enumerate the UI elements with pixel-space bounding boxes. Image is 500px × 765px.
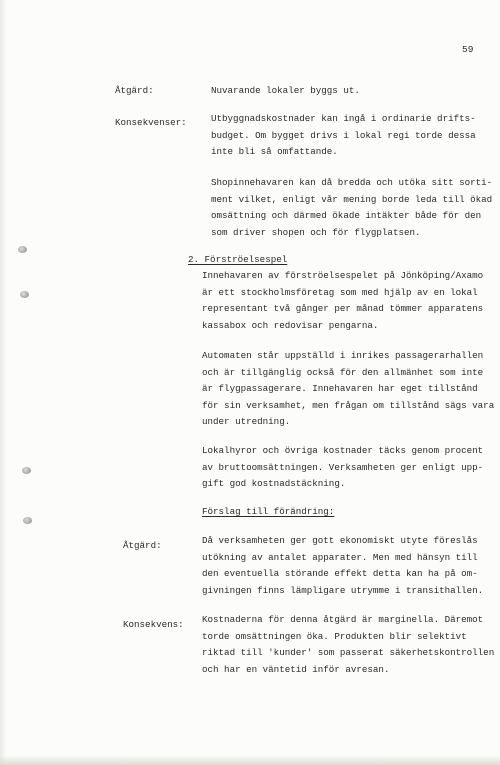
paper-bottom-edge (0, 755, 500, 765)
text-line: kassabox och redovisar pengarna. (202, 319, 379, 331)
binder-hole-1 (18, 246, 27, 253)
binder-hole-2 (20, 291, 29, 298)
text-line: av bruttoomsättningen. Verksamheten ger enligt upp- (202, 461, 484, 473)
text-line: Utbyggnadskostnader kan ingå i ordinarie drifts- (211, 113, 476, 124)
text-line: under utredning. (202, 416, 291, 427)
konsekvenser-paragraph-2 (211, 175, 492, 241)
page-number: 59 (462, 44, 474, 55)
text-line: representant två gånger per månad tömmer apparatens (202, 303, 484, 314)
text-line: Shopinnehavaren kan då bredda och utöka sitt sorti- (211, 177, 493, 188)
text-line: är flygpassagerare. Innehavaren har eget tillstånd (202, 383, 478, 394)
konsekvenser-label: Konsekvenser: (115, 117, 187, 128)
text-line: budget. Om bygget drivs i lokal regi torde dessa (211, 129, 476, 141)
text-line: riktad till 'kunder' som passerat säkerhetskontrollen (202, 647, 495, 658)
text-line: Innehavaren av förströelsespelet på Jönköping/Axamo (202, 270, 484, 281)
forstroelsespel-paragraph-3 (202, 443, 483, 493)
text-line: gift god kostnadstäckning. (202, 478, 346, 489)
forstroelsespel-paragraph-2 (202, 348, 494, 431)
text-line: och har en väntetid inför avresan. (202, 663, 390, 675)
text-line: Lokalhyror och övriga kostnader täcks genom procent (202, 445, 484, 456)
text-line: utökning av antalet apparater. Men med hänsyn till (202, 551, 478, 563)
text-line: Kostnaderna för denna åtgärd är marginella. Däremot (202, 614, 484, 625)
text-line: Automaten står uppställd i inrikes passagerarhallen (202, 350, 484, 361)
text-line: för sin verksamhet, men frågan om tillstånd sägs vara (202, 399, 495, 411)
atgard-text-1: Nuvarande lokaler byggs ut. (211, 85, 360, 96)
atgard-label-1: Åtgärd: (115, 85, 154, 96)
text-line: som driver shopen och för flygplatsen. (211, 226, 421, 238)
proposal-heading: Förslag till förändring: (202, 506, 335, 517)
text-line: den eventuella störande effekt detta kan ha på om- (202, 568, 478, 579)
text-line: givningen finns lämpligare utrymme i transithallen. (202, 584, 484, 596)
binder-hole-4 (23, 517, 32, 524)
atgard-paragraph-2 (202, 533, 483, 599)
binder-hole-3 (22, 467, 31, 474)
paper-left-edge (0, 0, 6, 765)
konsekvenser-paragraph-1 (211, 111, 476, 161)
text-line: inte bli så omfattande. (211, 146, 338, 157)
atgard-label-2: Åtgärd: (123, 540, 162, 551)
text-line: är ett stockholmsföretag som med hjälp av en lokal (202, 286, 478, 298)
text-line: torde omsättningen öka. Produkten blir selektivt (202, 630, 467, 642)
text-line: ment vilket, enligt vår mening borde leda till ökad (211, 193, 493, 205)
konsekvens-label: Konsekvens: (123, 619, 184, 630)
text-line: och är tillgänglig också för den allmänhet som inte (202, 366, 484, 378)
section-heading-forstroelsespel: 2. Förströelsespel (188, 254, 288, 265)
text-line: omsättning och därmed ökade intäkter både för den (211, 210, 482, 221)
text-line: Då verksamheten ger gott ekonomiskt utyte föreslås (202, 535, 478, 546)
konsekvens-paragraph (202, 612, 494, 678)
forstroelsespel-paragraph-1 (202, 268, 483, 334)
